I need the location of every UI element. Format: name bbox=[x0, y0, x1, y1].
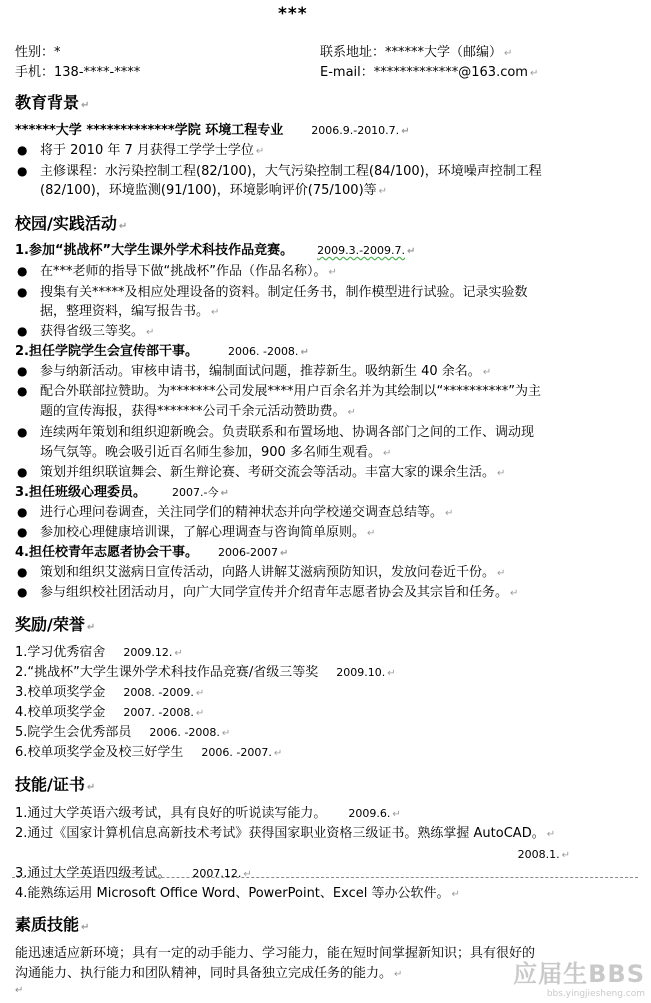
gender-field: 性别：* bbox=[15, 45, 61, 60]
award-item: 2.“挑战杯”大学生课外学术科技作品竞赛/省级三等奖 2009.10. ↵ bbox=[15, 665, 396, 680]
education-school: ******大学 *************学院 环境工程专业 2006.9.-2010.7. ↵ bbox=[15, 123, 410, 138]
award-item: 4.校单项奖学金 2007. -2008. ↵ bbox=[15, 705, 205, 720]
watermark-logo: 应届生BBS bbox=[513, 960, 645, 988]
skill-item-date: 2008.1. ↵ bbox=[517, 848, 570, 861]
campus-item: ● 配合外联部拉赞助。为*******公司发展****用户百余名并为其绘制以“**********”为主 bbox=[17, 384, 541, 399]
watermark bbox=[513, 954, 645, 999]
awards-heading: 奖励/荣誉 ↵ bbox=[15, 615, 96, 634]
quality-text: 沟通能力、执行能力和团队精神，同时具备独立完成任务的能力。 ↵ bbox=[15, 966, 403, 981]
education-heading: 教育背景 ↵ bbox=[15, 93, 90, 112]
campus-item: ● 搜集有关*****及相应处理设备的资料。制定任务书，制作模型进行试验。记录实验数 bbox=[17, 285, 528, 300]
skill-item: 1.通过大学英语六级考试，具有良好的听说读写能力。 2009.6. ↵ bbox=[15, 806, 401, 821]
phone-field: 手机：138-****-**** bbox=[15, 65, 141, 80]
education-item-cont: (82/100)，环境监测(91/100)，环境影响评价(75/100)等 ↵ bbox=[40, 183, 388, 198]
campus-item: ● 参与纳新活动。审核申请书，编制面试问题，推荐新生。吸纳新生 40 余名。 ↵ bbox=[17, 364, 492, 379]
campus-item: ● 获得省级三等奖。 ↵ bbox=[17, 324, 155, 339]
campus-item: ● 策划并组织联谊舞会、新生辩论赛、考研交流会等活动。丰富大家的课余生活。 ↵ bbox=[17, 465, 506, 480]
education-item: ● 将于 2010 年 7 月获得工学学士学位 ↵ bbox=[17, 143, 265, 158]
campus-item: ● 在***老师的指导下做“挑战杯”作品（作品名称）。 ↵ bbox=[17, 264, 337, 279]
campus-section-title: 4.担任校青年志愿者协会干事。 2006-2007 ↵ bbox=[15, 545, 289, 560]
resume-name: *** bbox=[278, 4, 308, 24]
page-break-divider bbox=[12, 877, 638, 878]
campus-item: ● 进行心理问卷调查，关注同学们的精神状态并向学校递交调查总结等。 ↵ bbox=[17, 505, 454, 520]
skills-heading: 技能/证书 ↵ bbox=[15, 775, 96, 794]
campus-item-cont: 场气氛等。晚会吸引近百名师生参加，900 多名师生观看。 ↵ bbox=[40, 445, 392, 460]
education-item: ● 主修课程：水污染控制工程(82/100)，大气污染控制工程(84/100)，环境噪声控制工程 bbox=[17, 164, 542, 179]
campus-section-title: 3.担任班级心理委员。 2007.-今 ↵ bbox=[15, 485, 229, 500]
quality-heading: 素质技能 ↵ bbox=[15, 915, 90, 934]
campus-item: ● 参与组织校社团活动月，向广大同学宣传并介绍青年志愿者协会及其宗旨和任务。 ↵ bbox=[17, 585, 519, 600]
paragraph-mark: ↵ bbox=[15, 985, 24, 996]
skill-item: 4.能熟练运用 Microsoft Office Word、PowerPoint、Excel 等办公软件。 ↵ bbox=[15, 886, 460, 901]
campus-item-cont: 题的宣传海报，获得*******公司千余元活动赞助费。 ↵ bbox=[40, 404, 356, 419]
quality-text: 能迅速适应新环境；具有一定的动手能力、学习能力，能在短时间掌握新知识；具有很好的 bbox=[15, 946, 536, 961]
campus-heading: 校园/实践活动 ↵ bbox=[15, 214, 128, 233]
email-field: E-mail：*************@163.com ↵ bbox=[320, 65, 539, 80]
award-item: 6.校单项奖学金及校三好学生 2006. -2007. ↵ bbox=[15, 745, 283, 760]
award-item: 5.院学生会优秀部员 2006. -2008. ↵ bbox=[15, 725, 231, 740]
campus-item: ● 连续两年策划和组织迎新晚会。负责联系和布置场地、协调各部门之间的工作、调动现 bbox=[17, 425, 535, 440]
skill-item: 2.通过《国家计算机信息高新技术考试》获得国家职业资格三级证书。熟练掌握 AutoCAD。 ↵ bbox=[15, 826, 556, 841]
campus-section-title: 2.担任学院学生会宣传部干事。 2006. -2008. ↵ bbox=[15, 344, 309, 359]
campus-section-title: 1.参加“挑战杯”大学生课外学术科技作品竞赛。 2009.3.-2009.7. ↵ bbox=[15, 243, 416, 258]
award-item: 1.学习优秀宿舍 2009.12. ↵ bbox=[15, 645, 183, 660]
skill-item: 3.通过大学英语四级考试。 2007.12. ↵ bbox=[15, 866, 252, 881]
campus-item: ● 参加校心理健康培训课，了解心理调查与咨询简单原则。 ↵ bbox=[17, 525, 376, 540]
campus-item: ● 策划和组织艾滋病日宣传活动，向路人讲解艾滋病预防知识，发放问卷近千份。 ↵ bbox=[17, 565, 506, 580]
award-item: 3.校单项奖学金 2008. -2009. ↵ bbox=[15, 685, 205, 700]
campus-item-cont: 据，整理资料，编写报告书。 ↵ bbox=[40, 304, 220, 319]
watermark-url: bbs.yingjiesheng.com bbox=[546, 989, 645, 999]
address-field: 联系地址：******大学（邮编） ↵ bbox=[320, 45, 513, 60]
